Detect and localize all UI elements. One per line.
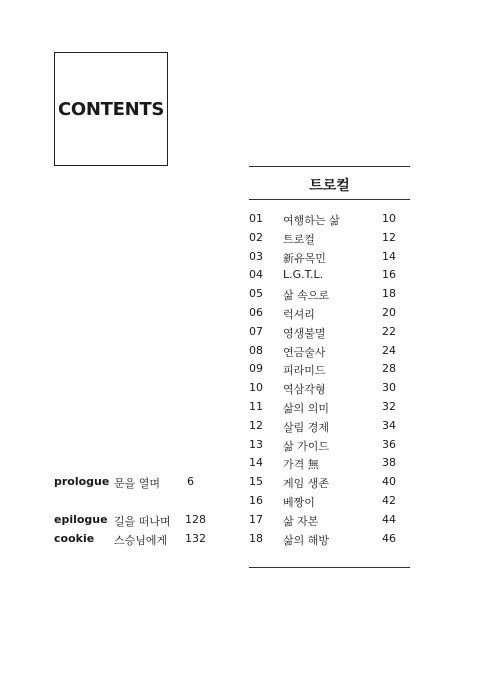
prologue-title: 문을 열며 — [114, 477, 161, 490]
toc-page: 46 — [382, 531, 396, 545]
toc-page: 40 — [382, 475, 396, 489]
section-title: 트로컬 — [309, 178, 350, 194]
toc-title: 삶의 해방 — [283, 533, 330, 547]
toc-item[interactable] — [249, 417, 410, 436]
toc-num: 17 — [249, 512, 263, 526]
toc-item[interactable] — [249, 492, 410, 511]
bottom-divider — [249, 567, 410, 568]
toc-num: 11 — [249, 399, 263, 413]
toc-item[interactable] — [249, 210, 410, 229]
section-divider — [249, 199, 410, 200]
toc-num: 03 — [249, 249, 263, 263]
toc-list — [249, 210, 410, 548]
cookie-title: 스승님에게 — [114, 534, 168, 547]
toc-page: 30 — [382, 381, 396, 395]
toc-item[interactable] — [249, 266, 410, 285]
prologue-page: 6 — [187, 475, 194, 488]
toc-num: 02 — [249, 230, 263, 244]
cookie-page: 132 — [185, 532, 206, 545]
toc-title: 新유목민 — [283, 251, 326, 265]
toc-page: 18 — [382, 287, 396, 301]
toc-num: 15 — [249, 475, 263, 489]
toc-page: 20 — [382, 305, 396, 319]
toc-num: 01 — [249, 212, 263, 225]
toc-page: 12 — [382, 230, 396, 244]
epilogue-page: 128 — [185, 513, 206, 526]
toc-num: 07 — [249, 324, 263, 338]
toc-page: 34 — [382, 418, 396, 432]
toc-item[interactable] — [249, 473, 410, 492]
toc-num: 06 — [249, 305, 263, 319]
epilogue-title: 길을 떠나며 — [114, 515, 171, 528]
toc-title: 영생불멸 — [283, 326, 326, 340]
toc-num: 18 — [249, 531, 263, 545]
toc-item[interactable] — [249, 342, 410, 361]
toc-page: 10 — [382, 212, 396, 225]
toc-item[interactable] — [249, 248, 410, 267]
toc-title: 여행하는 삶 — [283, 214, 340, 227]
toc-num: 10 — [249, 381, 263, 395]
toc-page: 32 — [382, 399, 396, 413]
toc-page: 24 — [382, 343, 396, 357]
toc-title: 연금술사 — [283, 345, 326, 359]
toc-page: 36 — [382, 437, 396, 451]
toc-num: 16 — [249, 493, 263, 507]
cookie-label: cookie — [54, 532, 95, 545]
prologue-label: prologue — [54, 475, 110, 488]
toc-title: L.G.T.L. — [283, 268, 324, 282]
toc-num: 04 — [249, 268, 263, 282]
toc-page: 42 — [382, 493, 396, 507]
toc-item[interactable] — [249, 360, 410, 379]
toc-item[interactable] — [249, 454, 410, 473]
toc-item[interactable] — [249, 398, 410, 417]
toc-num: 12 — [249, 418, 263, 432]
toc-page: 38 — [382, 456, 396, 470]
toc-page: 22 — [382, 324, 396, 338]
toc-num: 08 — [249, 343, 263, 357]
toc-title: 가격 無 — [283, 458, 319, 472]
top-divider — [249, 166, 410, 167]
toc-item[interactable] — [249, 530, 410, 549]
toc-item[interactable] — [249, 511, 410, 530]
toc-title: 피라미드 — [283, 364, 326, 378]
toc-item[interactable] — [249, 436, 410, 455]
cookie-entry[interactable] — [54, 532, 224, 548]
toc-page: 44 — [382, 512, 396, 526]
toc-item[interactable] — [249, 379, 410, 398]
toc-num: 14 — [249, 456, 263, 470]
toc-title: 트로컬 — [283, 232, 315, 246]
toc-title: 삶 속으로 — [283, 289, 330, 303]
toc-title: 럭셔리 — [283, 307, 315, 321]
toc-page: 28 — [382, 362, 396, 376]
prologue-entry[interactable] — [54, 475, 224, 491]
toc-title: 베짱이 — [283, 495, 315, 509]
toc-num: 09 — [249, 362, 263, 376]
toc-item[interactable] — [249, 229, 410, 248]
toc-num: 05 — [249, 287, 263, 301]
toc-page: 14 — [382, 249, 396, 263]
toc-title: 역삼각형 — [283, 383, 326, 397]
toc-item[interactable] — [249, 323, 410, 342]
toc-num: 13 — [249, 437, 263, 451]
toc-page: 16 — [382, 268, 396, 282]
toc-title: 삶의 의미 — [283, 401, 330, 415]
epilogue-label: epilogue — [54, 513, 108, 526]
epilogue-entry[interactable] — [54, 513, 224, 529]
toc-title: 살림 경제 — [283, 420, 330, 434]
toc-title: 게임 생존 — [283, 477, 330, 491]
toc-item[interactable] — [249, 285, 410, 304]
toc-item[interactable] — [249, 304, 410, 323]
toc-title: 삶 가이드 — [283, 439, 330, 453]
page-title: CONTENTS — [57, 98, 165, 120]
toc-title: 삶 자본 — [283, 514, 319, 528]
contents-title-box — [54, 52, 168, 166]
